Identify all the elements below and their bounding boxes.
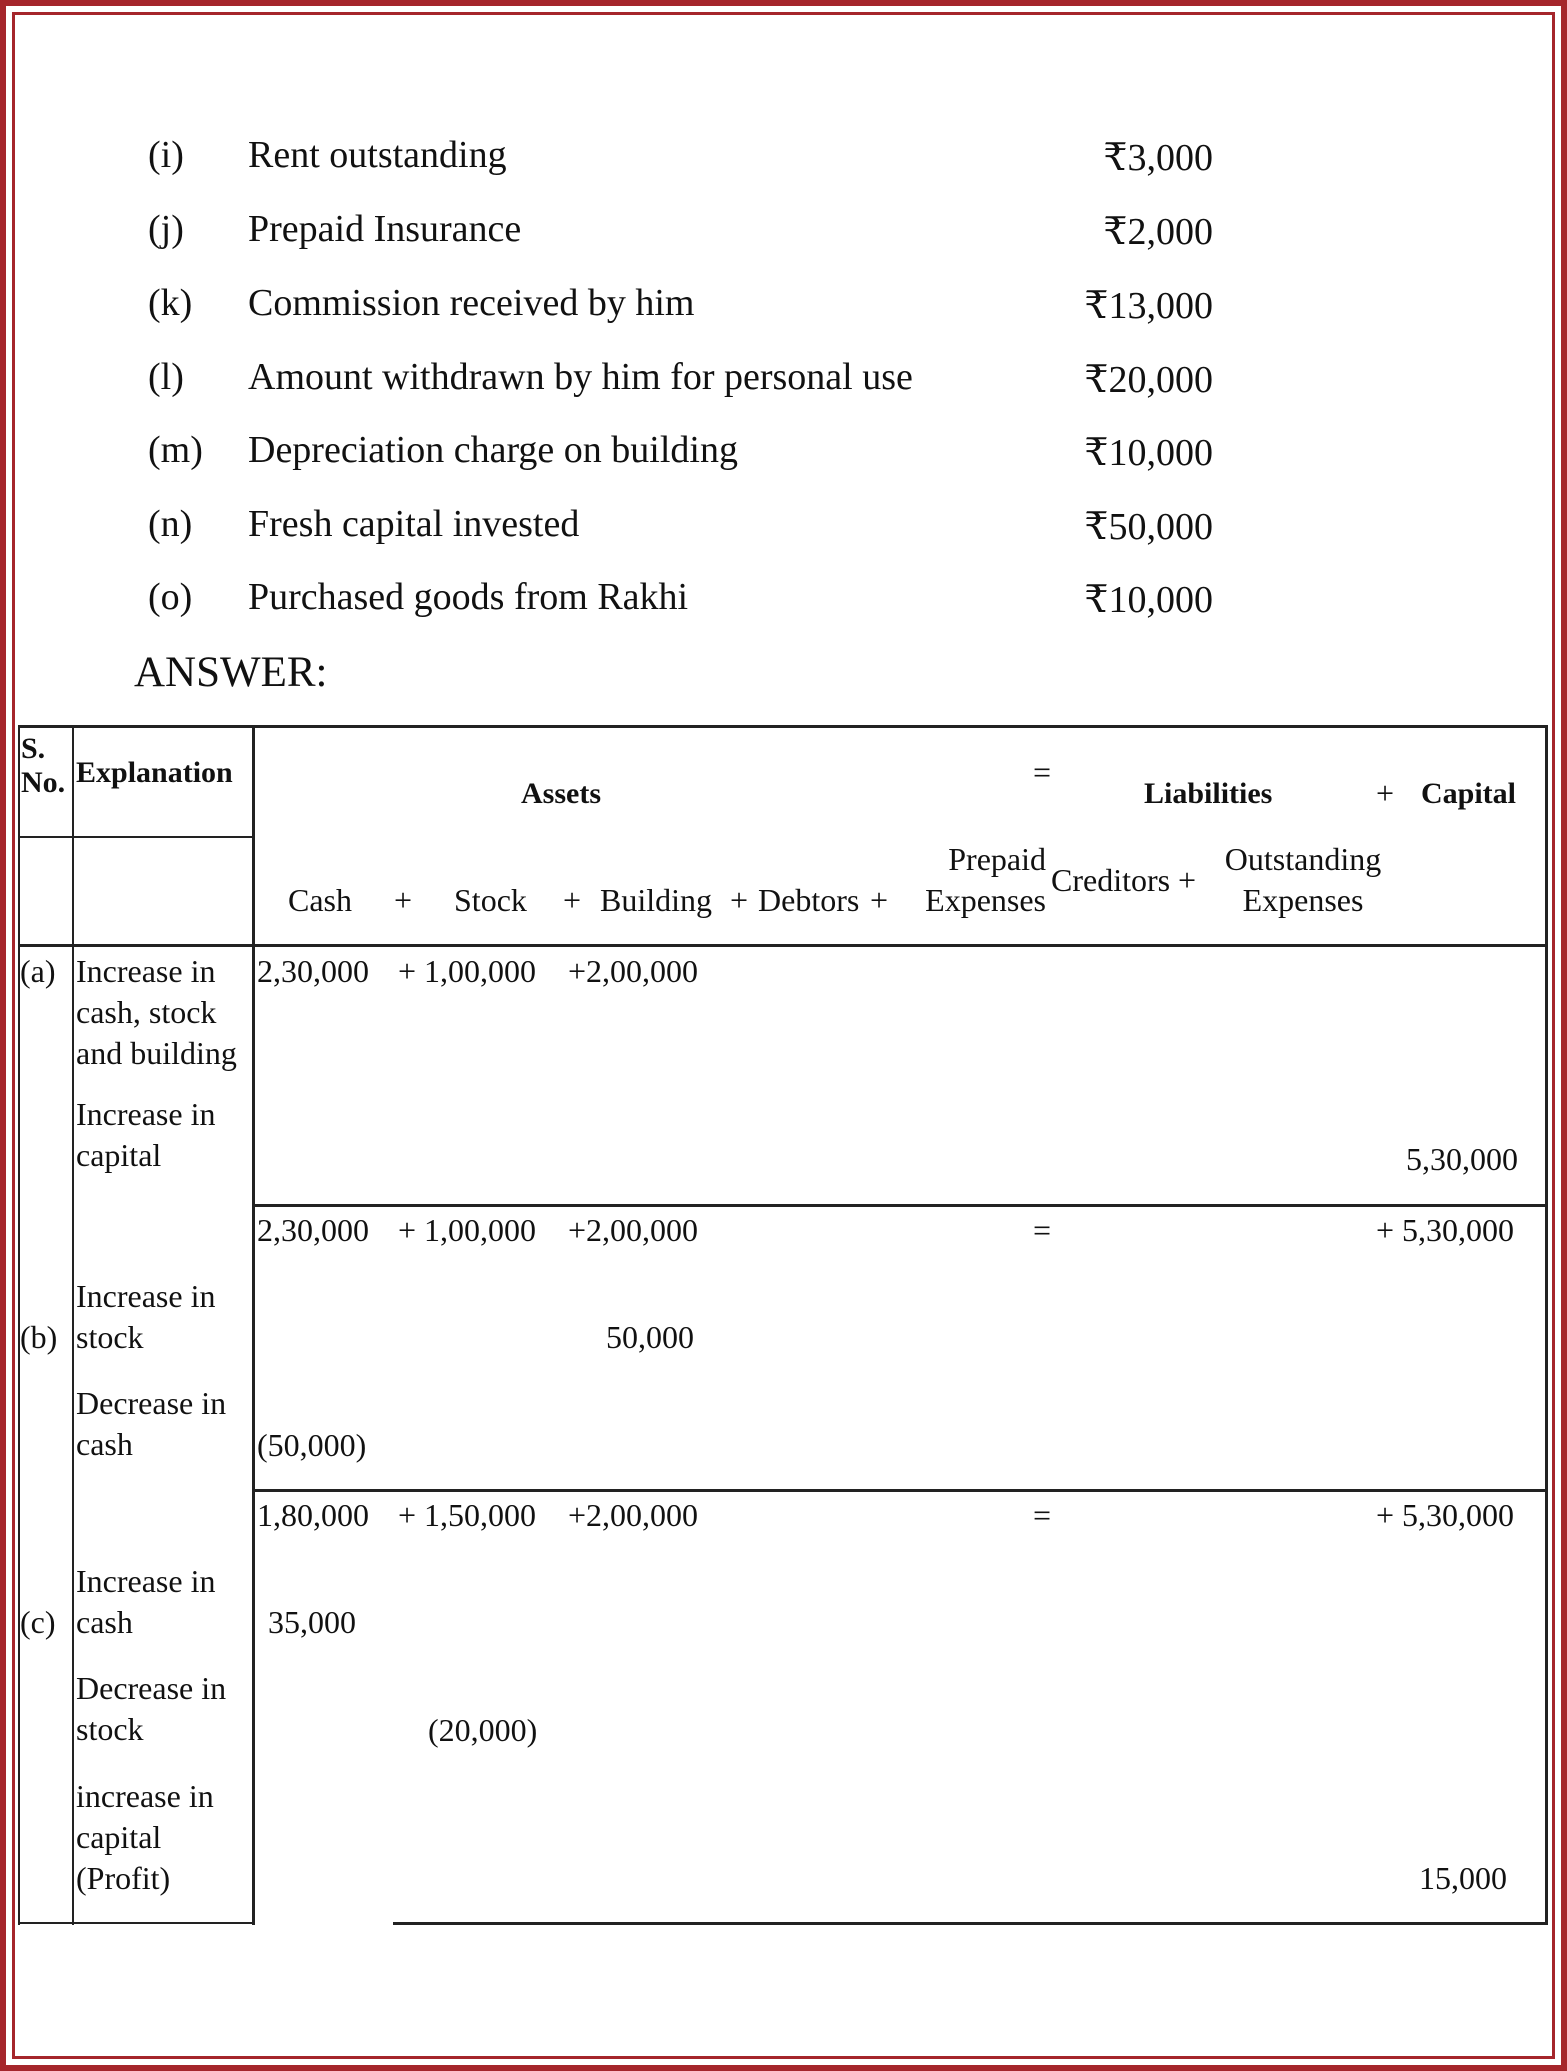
item-text: Depreciation charge on building: [248, 429, 738, 471]
column-building: Building: [600, 882, 713, 918]
column-prepaid-expenses: Prepaid Expenses: [925, 841, 1046, 918]
row-divider-a: [254, 1204, 1548, 1207]
row-divider-b: [254, 1489, 1548, 1492]
answer-heading: ANSWER:: [134, 649, 328, 696]
item-amount: ₹13,000: [1084, 285, 1213, 327]
total-capital: + 5,30,000: [1376, 1497, 1515, 1533]
cell-cash: 2,30,000: [257, 953, 369, 989]
cell-building: +2,00,000: [568, 953, 699, 989]
row-sno: (a): [20, 953, 56, 989]
item-letter: (o): [148, 576, 193, 618]
item-amount: ₹3,000: [1103, 137, 1213, 179]
row-explanation: Decrease in stock: [76, 1670, 227, 1747]
item-amount: ₹20,000: [1084, 359, 1213, 401]
item-amount: ₹10,000: [1084, 579, 1213, 621]
header-equals: =: [1033, 754, 1052, 790]
row-explanation: Increase in stock: [76, 1278, 216, 1355]
column-outstanding-expenses: Outstanding Expenses: [1224, 841, 1382, 918]
item-letter: (m): [148, 429, 203, 471]
column-divider-explanation: [252, 725, 255, 1925]
header-capital: Capital: [1421, 777, 1517, 810]
total-equals: =: [1033, 1497, 1052, 1533]
row-explanation: Increase in cash, stock and building: [76, 953, 237, 1071]
header-assets: Assets: [521, 777, 601, 810]
cell-cash: (50,000): [257, 1427, 367, 1463]
row-sno: (c): [20, 1604, 56, 1640]
item-amount: ₹2,000: [1103, 211, 1213, 253]
cell-stock: + 1,00,000: [398, 953, 537, 989]
item-letter: (n): [148, 503, 193, 545]
total-stock: + 1,00,000: [398, 1212, 537, 1248]
header-explanation: Explanation: [76, 756, 233, 789]
plus-sign: +: [563, 882, 582, 918]
total-stock: + 1,50,000: [398, 1497, 537, 1533]
item-amount: ₹10,000: [1084, 432, 1213, 474]
total-cash: 1,80,000: [257, 1497, 369, 1533]
table-border-top: [18, 725, 1548, 728]
plus-sign: +: [870, 882, 889, 918]
item-text: Prepaid Insurance: [248, 208, 522, 250]
item-letter: (j): [148, 208, 184, 250]
row-explanation: Decrease in cash: [76, 1385, 227, 1462]
header-divider-left: [18, 836, 254, 838]
item-text: Amount withdrawn by him for personal use: [248, 356, 913, 398]
table-border-bottom-left: [18, 1922, 254, 1924]
column-divider-sno: [72, 725, 74, 1925]
cell-capital: 15,000: [1419, 1860, 1507, 1896]
header-plus-capital: +: [1376, 775, 1395, 811]
total-building: +2,00,000: [568, 1212, 699, 1248]
plus-sign: +: [730, 882, 749, 918]
row-explanation: Increase in capital: [76, 1096, 216, 1173]
column-creditors: Creditors: [1051, 862, 1171, 898]
item-letter: (i): [148, 134, 184, 176]
header-divider: [18, 944, 1548, 947]
cell-stock: 50,000: [606, 1319, 694, 1355]
table-border-right: [1545, 725, 1548, 1925]
item-text: Rent outstanding: [248, 134, 507, 176]
total-cash: 2,30,000: [257, 1212, 369, 1248]
column-cash: Cash: [288, 882, 352, 918]
plus-sign: +: [1178, 862, 1197, 898]
column-stock: Stock: [454, 882, 527, 918]
item-text: Purchased goods from Rakhi: [248, 576, 689, 618]
cell-cash: 35,000: [268, 1604, 356, 1640]
header-sno: S. No.: [21, 732, 66, 799]
item-amount: ₹50,000: [1084, 506, 1213, 548]
total-building: +2,00,000: [568, 1497, 699, 1533]
cell-stock: (20,000): [428, 1712, 538, 1748]
item-text: Commission received by him: [248, 282, 695, 324]
total-capital: + 5,30,000: [1376, 1212, 1515, 1248]
total-equals: =: [1033, 1212, 1052, 1248]
item-letter: (k): [148, 282, 193, 324]
row-sno: (b): [20, 1319, 58, 1355]
cell-capital: 5,30,000: [1406, 1141, 1518, 1177]
item-letter: (l): [148, 356, 184, 398]
row-explanation: Increase in cash: [76, 1563, 216, 1640]
column-debtors: Debtors: [758, 882, 860, 918]
item-text: Fresh capital invested: [248, 503, 580, 545]
row-explanation: increase in capital (Profit): [76, 1778, 214, 1896]
header-liabilities: Liabilities: [1144, 777, 1273, 810]
plus-sign: +: [394, 882, 413, 918]
table-border-bottom: [393, 1922, 1548, 1925]
accounting-equation-table: [18, 725, 1548, 1925]
